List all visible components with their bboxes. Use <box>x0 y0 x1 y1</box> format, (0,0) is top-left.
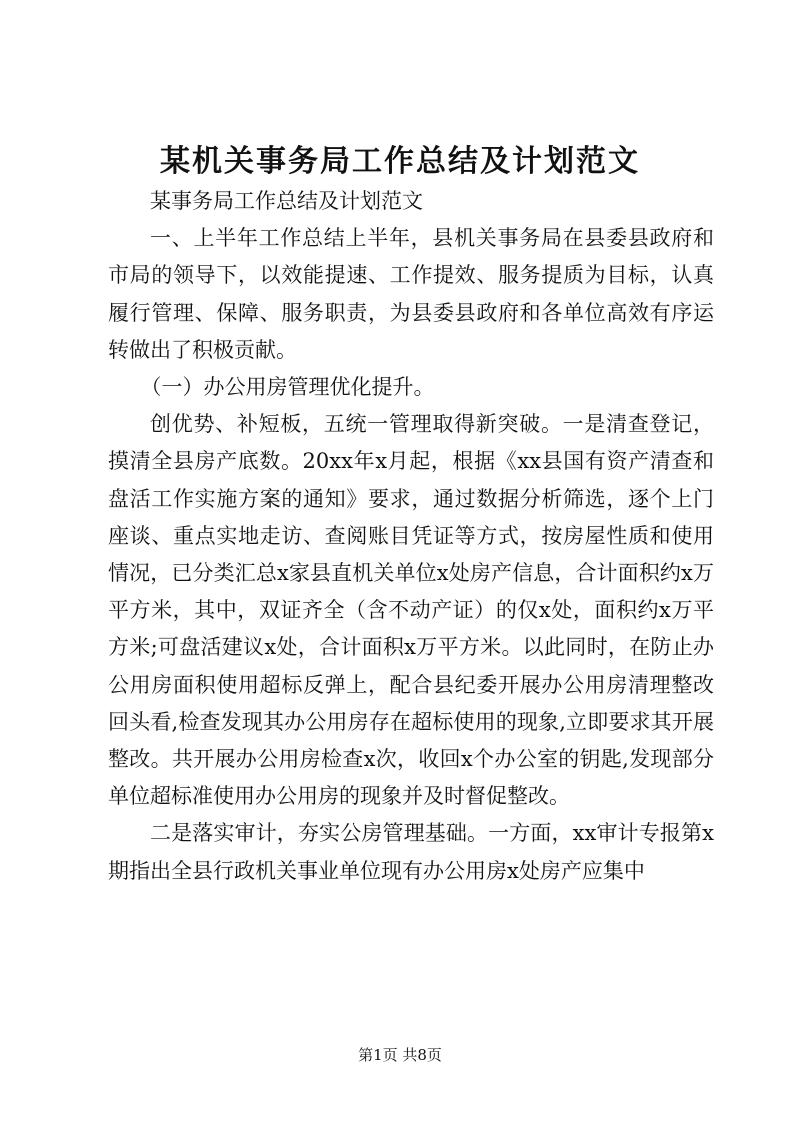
document-subtitle-paragraph: 某事务局工作总结及计划范文 <box>150 189 423 213</box>
page-number-footer: 第1页 共8页 <box>358 1046 442 1064</box>
summary-intro-paragraph: 一、上半年工作总结上半年，县机关事务局在县委县政府和市局的领导下，以效能提速、工作提效、服务提质为目标，认真履行管理、保障、服务职责，为县委县政府和各单位高效有序运转做出了积极贡献。 <box>108 226 714 362</box>
section-heading-office-space: （一）办公用房管理优化提升。 <box>140 375 435 400</box>
office-space-paragraph: 创优势、补短板，五统一管理取得新突破。一是清查登记，摸清全县房产底数。20xx年x月起，根据《xx县国有资产清查和盘活工作实施方案的通知》要求，通过数据分析筛选，逐个上门座谈、重点实地走访、查阅账目凭证等方式，按房屋性质和使用情况，已分类汇总x家县直机关单位x处房产信息，合计面积约x万平方米，其中，双证齐全（含不动产证）的仅x处，面积约x万平方米;可盘活建议x处，合计面积x万平方米。以此同时，在防止办公用房面积使用超标反弹上，配合县纪委开展办公用房清理整改回头看,检查发现其办公用房存在超标使用的现象,立即要求其开展整改。共开展办公用房检查x次，收回x个办公室的钥匙,发现部分单位超标准使用办公用房的现象并及时督促整改。 <box>108 412 714 809</box>
document-title: 某机关事务局工作总结及计划范文 <box>160 144 640 179</box>
document-body <box>108 183 714 890</box>
audit-paragraph: 二是落实审计，夯实公房管理基础。一方面，xx审计专报第x期指出全县行政机关事业单位现有办公用房x处房产应集中 <box>108 821 714 883</box>
